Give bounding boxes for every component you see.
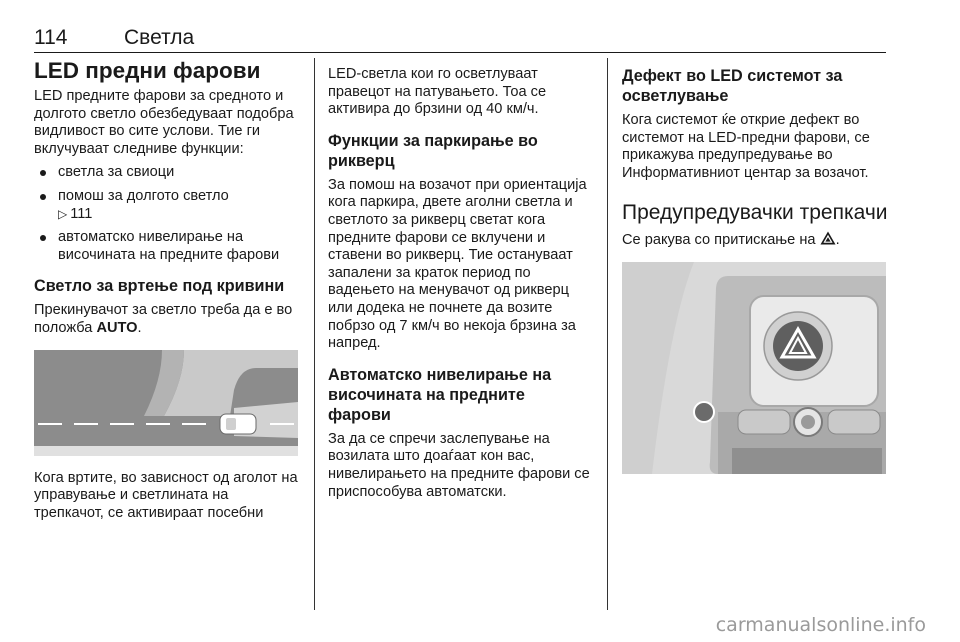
column-divider (607, 58, 608, 610)
column-divider (314, 58, 315, 610)
hazard-switch-illustration (622, 262, 886, 474)
parking-paragraph: За помош на возачот при ориентација кога паркира, двете аголни светла и светлото за рикверц светат кога предните фарови се вклучени и ставени во рикверц. Тие остануваат запалени за краток период по вадењето на менувачот од рикверц или додека не почнете да возите побрзо од 7 км/ч во некоја брзина за напред. (328, 176, 587, 352)
subheading-parking: Функции за паркирање во рикверц (328, 131, 538, 170)
cornering-light-illustration (34, 350, 298, 456)
section-title: LED предни фарови (34, 58, 261, 83)
led-defect-paragraph: Кога системот ќе открие дефект во системот на LED-предни фарови, се прикажува предупредување во Информативниот центар за возачот. (622, 112, 870, 181)
continued-paragraph: LED-светла кои го осветлуваат правецот на патувањето. Тоа се активира до брзини од 40 км/ч. (328, 66, 547, 118)
subheading-curve-light: Светло за вртење под кривини (34, 277, 285, 296)
column-2 (328, 66, 590, 501)
auto-position-label: AUTO (96, 319, 138, 336)
levelling-paragraph: За да се спречи заслепување на возилата што доаѓаат кон вас, нивелирањето на предните фарови се приспособува автоматски. (328, 430, 590, 500)
intro-paragraph: LED предните фарови за средното и долгото светло обезбедуваат подобра видливост во сите услови. Тие ги вклучуваат следниве функции: (34, 88, 294, 157)
feature-list (34, 164, 300, 264)
hazard-triangle-icon (820, 231, 836, 245)
subheading-led-defect: Дефект во LED системот за осветлување (622, 67, 843, 105)
watermark: carmanualsonline.info (715, 614, 926, 636)
curve-light-paragraph: Прекинувачот за светло треба да е во положба AUTO. (34, 302, 293, 336)
page-header (34, 24, 886, 53)
subheading-levelling: Автоматско нивелирање на височината на предните фарови (328, 365, 552, 424)
list-item: светла за свиоци (34, 164, 300, 182)
page-reference-link[interactable]: 111 (70, 205, 93, 222)
column-3 (622, 66, 888, 474)
arrow-right-icon: ▷ (58, 206, 68, 221)
page-number: 114 (34, 26, 68, 49)
running-title: Светла (124, 26, 195, 49)
hazard-paragraph: Се ракува со притискање на . (622, 232, 840, 249)
subheading-hazard: Предупредувачки трепкачи (622, 201, 888, 225)
list-item: автоматско нивелирање на височината на предните фарови (34, 229, 300, 264)
list-item: помош за долгото светло ▷ 111 (34, 188, 300, 223)
column-1 (34, 58, 300, 522)
curve-light-paragraph-2: Кога вртите, во зависност од аголот на управување и светлината на трепкачот, се активираат посебни (34, 469, 298, 521)
